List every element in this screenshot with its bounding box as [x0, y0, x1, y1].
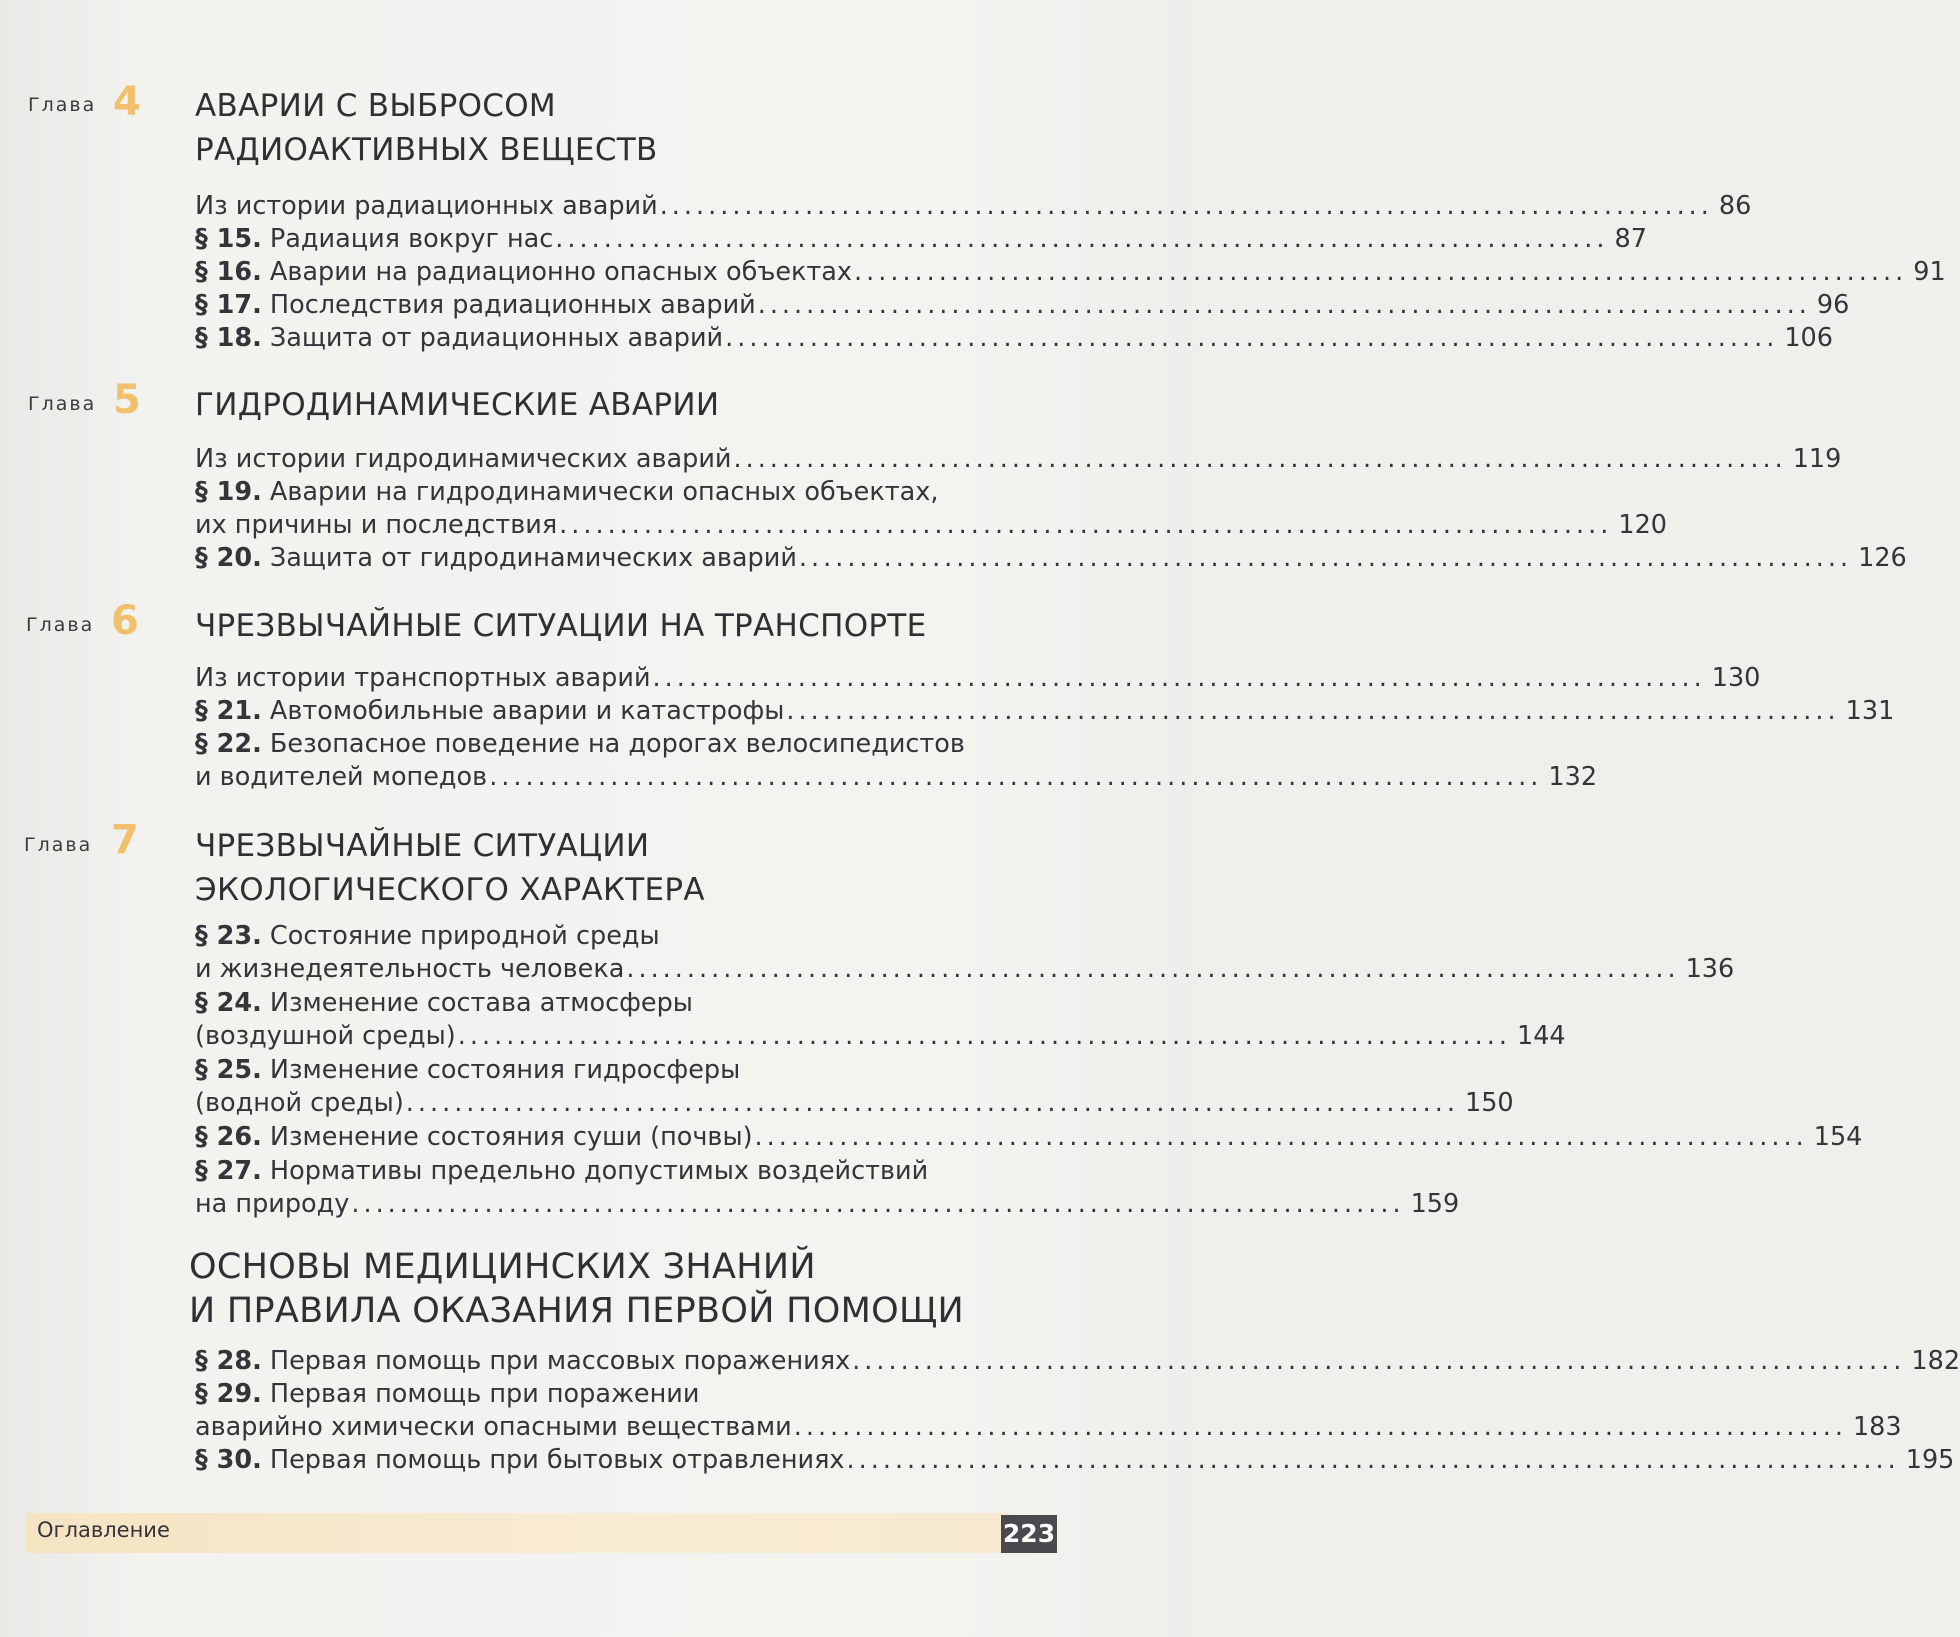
paragraph-number: § 26.	[195, 1122, 262, 1152]
chapter-label: Глава	[24, 834, 93, 856]
entry-text: (водной среды)	[195, 1088, 404, 1118]
entry-text: Состояние природной среды	[269, 921, 660, 951]
page-number: 119	[1792, 444, 1842, 474]
leader-dots: .......................................................................................	[659, 191, 1713, 221]
entry-text: их причины и последствия	[195, 510, 558, 540]
footer-bar	[26, 1513, 1010, 1553]
page-number: 159	[1410, 1189, 1460, 1219]
section-title-line: ОСНОВЫ МЕДИЦИНСКИХ ЗНАНИЙ	[189, 1247, 816, 1287]
page-number: 182	[1911, 1346, 1960, 1376]
toc-entry[interactable]	[195, 920, 1735, 986]
chapter-title-line: ЭКОЛОГИЧЕСКОГО ХАРАКТЕРА	[195, 872, 705, 908]
paragraph-number: § 17.	[195, 290, 262, 320]
leader-dots: .......................................................................................	[555, 224, 1609, 254]
footer-label: Оглавление	[37, 1518, 170, 1542]
toc-entry[interactable]	[195, 289, 1850, 322]
page-number: 96	[1816, 290, 1850, 320]
page-number: 87	[1614, 224, 1647, 254]
leader-dots: .......................................................................................	[405, 1088, 1459, 1118]
page-number: 120	[1618, 510, 1668, 540]
entry-text: Безопасное поведение на дорогах велосипедистов	[269, 729, 965, 759]
leader-dots: .......................................................................................	[559, 510, 1613, 540]
toc-entry[interactable]	[195, 1054, 1514, 1120]
page-number: 183	[1852, 1412, 1902, 1442]
leader-dots: .......................................................................................	[754, 1122, 1808, 1152]
leader-dots: .......................................................................................	[846, 1445, 1900, 1475]
chapter-title	[195, 824, 705, 912]
toc-entry[interactable]	[195, 1155, 1460, 1221]
entry-text: Изменение состояния суши (почвы)	[269, 1122, 753, 1152]
entry-text: Первая помощь при поражении	[269, 1379, 700, 1409]
leader-dots: .......................................................................................	[733, 444, 1787, 474]
page-number: 144	[1516, 1021, 1566, 1051]
entry-text: Изменение состояния гидросферы	[269, 1055, 741, 1085]
page-number: 154	[1813, 1122, 1863, 1152]
entry-text: Нормативы предельно допустимых воздействий	[269, 1156, 929, 1186]
page-number: 130	[1711, 663, 1761, 693]
page-number: 150	[1464, 1088, 1514, 1118]
paragraph-number: § 30.	[195, 1445, 262, 1475]
toc-entry[interactable]	[195, 662, 1761, 695]
leader-dots: .......................................................................................	[725, 323, 1779, 353]
paragraph-number: § 23.	[195, 921, 262, 951]
page-number: 106	[1784, 323, 1833, 353]
leader-dots: .......................................................................................	[626, 954, 1680, 984]
chapter-title-line: ЧРЕЗВЫЧАЙНЫЕ СИТУАЦИИ НА ТРАНСПОРТЕ	[195, 608, 927, 644]
toc-entry[interactable]	[195, 1121, 1863, 1154]
toc-entry[interactable]	[195, 190, 1752, 223]
chapter-number: 6	[111, 598, 139, 644]
entry-text: Последствия радиационных аварий	[269, 290, 756, 320]
paragraph-number: § 20.	[195, 543, 262, 573]
chapter-number: 7	[111, 817, 139, 863]
paragraph-number: § 27.	[195, 1156, 262, 1186]
leader-dots: .......................................................................................	[798, 543, 1853, 573]
leader-dots: .......................................................................................	[457, 1021, 1511, 1051]
toc-entry[interactable]	[195, 695, 1895, 728]
paragraph-number: § 28.	[195, 1346, 262, 1376]
toc-entry[interactable]	[195, 443, 1842, 476]
chapter-label: Глава	[26, 614, 95, 636]
paragraph-number: § 18.	[195, 323, 262, 353]
toc-entry[interactable]	[195, 987, 1566, 1053]
chapter-number: 5	[113, 377, 141, 423]
entry-text: Изменение состава атмосферы	[269, 988, 693, 1018]
toc-entry[interactable]	[195, 1444, 1955, 1477]
entry-text: Защита от радиационных аварий	[269, 323, 724, 353]
page-number: 131	[1845, 696, 1895, 726]
leader-dots: .......................................................................................	[757, 290, 1811, 320]
section-title-line: И ПРАВИЛА ОКАЗАНИЯ ПЕРВОЙ ПОМОЩИ	[189, 1291, 965, 1331]
chapter-title	[195, 383, 719, 427]
toc-entry[interactable]	[195, 476, 1668, 542]
entry-text: аварийно химически опасными веществами	[195, 1412, 792, 1442]
entry-text: Аварии на гидродинамически опасных объектах,	[269, 477, 939, 507]
chapter-label: Глава	[28, 393, 97, 415]
paragraph-number: § 29.	[195, 1379, 262, 1409]
leader-dots: .......................................................................................	[852, 1346, 1906, 1376]
chapter-title	[195, 84, 658, 172]
entry-text: Защита от гидродинамических аварий	[269, 543, 797, 573]
page-number: 136	[1685, 954, 1735, 984]
chapter-title-line: ГИДРОДИНАМИЧЕСКИЕ АВАРИИ	[195, 387, 720, 423]
paragraph-number: § 24.	[195, 988, 262, 1018]
chapter-label: Глава	[28, 94, 97, 116]
paragraph-number: § 22.	[195, 729, 262, 759]
section-title	[189, 1245, 964, 1333]
entry-text: Из истории транспортных аварий	[195, 663, 651, 693]
paragraph-number: § 16.	[195, 257, 262, 287]
page-number: 132	[1548, 762, 1598, 792]
toc-entry[interactable]	[195, 223, 1647, 256]
leader-dots: .......................................................................................	[854, 257, 1908, 287]
entry-text: Из истории гидродинамических аварий	[195, 444, 732, 474]
toc-entry[interactable]	[195, 1345, 1960, 1378]
paragraph-number: § 15.	[195, 224, 262, 254]
leader-dots: .......................................................................................	[793, 1412, 1847, 1442]
entry-text: Первая помощь при бытовых отравлениях	[269, 1445, 845, 1475]
leader-dots: .......................................................................................	[351, 1189, 1405, 1219]
page-number: 195	[1905, 1445, 1955, 1475]
toc-entry[interactable]	[195, 542, 1907, 575]
toc-entry[interactable]	[195, 322, 1833, 355]
entry-text: на природу	[195, 1189, 350, 1219]
entry-text: Первая помощь при массовых поражениях	[269, 1346, 851, 1376]
chapter-title-line: РАДИОАКТИВНЫХ ВЕЩЕСТВ	[195, 132, 658, 168]
entry-text: и жизнедеятельность человека	[195, 954, 625, 984]
page-number: 86	[1718, 191, 1752, 221]
entry-text: Из истории радиационных аварий	[195, 191, 658, 221]
toc-entry[interactable]	[195, 256, 1946, 289]
chapter-number: 4	[113, 79, 141, 125]
chapter-title-line: АВАРИИ С ВЫБРОСОМ	[195, 88, 556, 124]
page-number-box: 223	[1001, 1515, 1057, 1553]
page-number: 91	[1913, 257, 1946, 287]
chapter-title	[195, 604, 927, 648]
entry-text: Аварии на радиационно опасных объектах	[269, 257, 853, 287]
paragraph-number: § 25.	[195, 1055, 262, 1085]
entry-text: (воздушной среды)	[195, 1021, 456, 1051]
entry-text: Автомобильные аварии и катастрофы	[269, 696, 785, 726]
entry-text: Радиация вокруг нас	[269, 224, 554, 254]
chapter-title-line: ЧРЕЗВЫЧАЙНЫЕ СИТУАЦИИ	[195, 828, 650, 864]
leader-dots: .......................................................................................	[489, 762, 1543, 792]
toc-entry[interactable]	[195, 728, 1598, 794]
leader-dots: .......................................................................................	[652, 663, 1706, 693]
paragraph-number: § 19.	[195, 477, 262, 507]
toc-entry[interactable]	[195, 1378, 1902, 1444]
leader-dots: .......................................................................................	[786, 696, 1840, 726]
entry-text: и водителей мопедов	[195, 762, 488, 792]
page-number: 126	[1858, 543, 1907, 573]
paragraph-number: § 21.	[195, 696, 262, 726]
